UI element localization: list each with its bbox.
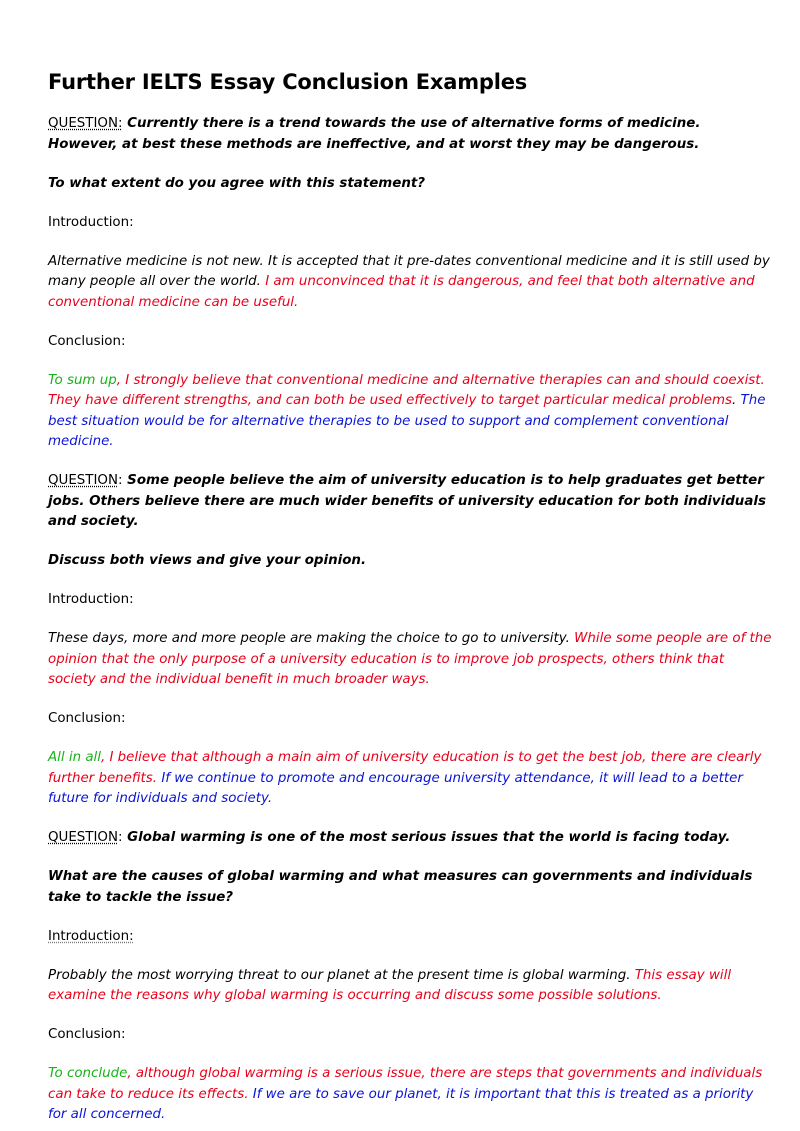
- document-page: [48, 68, 774, 1126]
- introduction-context-text: Probably the most worrying threat to our planet at the present time is global warming.: [48, 967, 635, 983]
- introduction-label: Introduction:: [48, 592, 134, 607]
- introduction-label-text: Introduction:: [48, 928, 134, 944]
- essay-section-2: [48, 471, 774, 810]
- introduction-thesis-text: I am unconvinced that it is dangerous, and feel that both alternative and conventional medicine can be useful.: [48, 274, 755, 310]
- question-colon: :: [118, 473, 123, 488]
- introduction-context-text: Alternative medicine is not new. It is accepted that it pre-dates conventional medicine and it is still used by many people all over the world.: [48, 253, 770, 289]
- conclusion-summary-text: , although global warming is a serious issue, there are steps that governments and individuals can take to reduce its effects.: [48, 1066, 763, 1102]
- conclusion-label: Conclusion:: [48, 1027, 126, 1042]
- question-text: Some people believe the aim of university education is to help graduates get better jobs. Others believe there are much wider benefits of university education for both individuals and society.: [48, 473, 766, 529]
- introduction-label: [48, 927, 774, 948]
- introduction-paragraph: [48, 252, 774, 314]
- essay-section-3: [48, 828, 774, 1126]
- question-colon: :: [118, 830, 123, 845]
- essay-section-1: [48, 114, 774, 453]
- introduction-paragraph: [48, 966, 774, 1007]
- conclusion-label: Conclusion:: [48, 711, 126, 726]
- conclusion-linker-text: To conclude: [48, 1066, 128, 1081]
- question-text: Currently there is a trend towards the use of alternative forms of medicine. However, at best these methods are ineffective, and at worst they may be dangerous.: [48, 116, 701, 152]
- introduction-label: Introduction:: [48, 214, 134, 230]
- question-paragraph: [48, 114, 774, 155]
- introduction-thesis-text: While some people are of the opinion that the only purpose of a university education is to improve job prospects, others think that society and the individual benefit in much broader ways.: [48, 631, 772, 687]
- conclusion-summary-text: , I strongly believe that conventional medicine and alternative therapies can and should coexist. They have different strengths, and can both be used effectively to target particular medical problems: [48, 372, 765, 408]
- conclusion-final-thought-text: If we continue to promote and encourage university attendance, it will lead to a better future for individuals and society.: [48, 770, 743, 806]
- task-instruction: Discuss both views and give your opinion.: [48, 553, 367, 568]
- introduction-thesis-text: This essay will examine the reasons why global warming is occurring and discuss some possible solutions.: [48, 967, 732, 1003]
- question-label: QUESTION:: [48, 116, 123, 131]
- introduction-context-text: These days, more and more people are making the choice to go to university.: [48, 631, 575, 646]
- question-label: QUESTION: [48, 473, 118, 488]
- conclusion-linker-text: To sum up: [48, 372, 117, 388]
- question-label: QUESTION: [48, 830, 118, 845]
- question-paragraph: [48, 828, 774, 849]
- conclusion-paragraph: [48, 748, 774, 810]
- question-text: Global warming is one of the most serious issues that the world is facing today.: [122, 830, 731, 845]
- conclusion-paragraph: [48, 371, 774, 453]
- task-instruction: To what extent do you agree with this statement?: [48, 175, 426, 191]
- question-paragraph: [48, 471, 774, 533]
- conclusion-final-thought-text: The best situation would be for alternative therapies to be used to support and complement conventional medicine.: [48, 393, 766, 449]
- introduction-paragraph: [48, 629, 774, 691]
- conclusion-linker-text: All in all: [48, 750, 101, 765]
- task-instruction: What are the causes of global warming and what measures can governments and individuals take to tackle the issue?: [48, 869, 753, 905]
- conclusion-label: Conclusion:: [48, 333, 126, 349]
- conclusion-separator: .: [732, 393, 741, 408]
- page-title: Further IELTS Essay Conclusion Examples: [48, 70, 528, 94]
- conclusion-final-thought-text: If we are to save our planet, it is important that this is treated as a priority for all concerned.: [48, 1086, 754, 1122]
- conclusion-paragraph: [48, 1064, 774, 1126]
- conclusion-summary-text: , I believe that although a main aim of university education is to get the best job, there are clearly further benefits.: [48, 750, 762, 786]
